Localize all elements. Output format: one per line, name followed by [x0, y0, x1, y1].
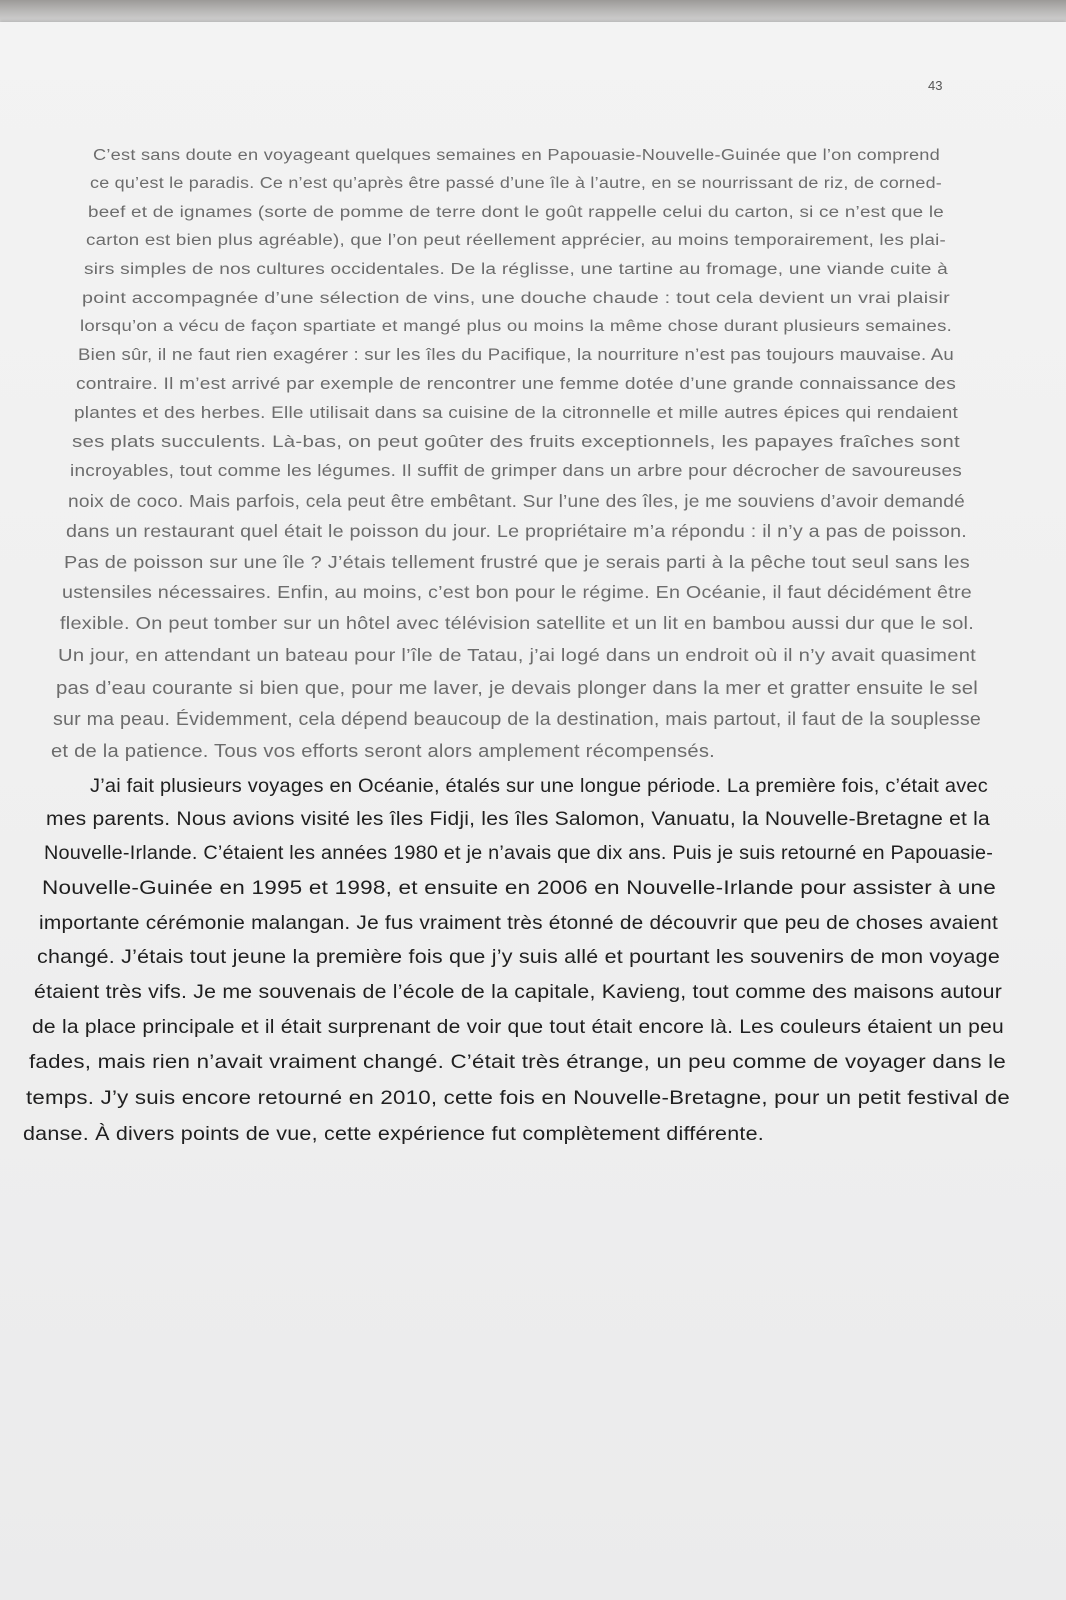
- page-number: 43: [928, 78, 943, 93]
- text-line: de la place principale et il était surprenant de voir que tout était encore là. Les couleurs étaient un peu: [32, 1016, 1004, 1038]
- text-line: mes parents. Nous avions visité les îles Fidji, les îles Salomon, Vanuatu, la Nouvelle-Bretagne et la: [46, 809, 990, 830]
- text-line: Nouvelle-Irlande. C’étaient les années 1980 et je n’avais que dix ans. Puis je suis retourné en Papouasie-: [44, 843, 994, 864]
- text-line: C’est sans doute en voyageant quelques semaines en Papouasie-Nouvelle-Guinée que l’on comprend: [93, 147, 941, 164]
- text-line: ustensiles nécessaires. Enfin, au moins, c’est bon pour le régime. En Océanie, il faut décidément être: [62, 582, 972, 602]
- text-line: flexible. On peut tomber sur un hôtel avec télévision satellite et un lit en bambou aussi dur que le sol.: [60, 613, 974, 633]
- text-line: importante cérémonie malangan. Je fus vraiment très étonné de découvrir que peu de choses avaient: [39, 912, 998, 934]
- text-line: plantes et des herbes. Elle utilisait dans sa cuisine de la citronnelle et mille autres épices qui rendaient: [74, 404, 959, 422]
- text-line: dans un restaurant quel était le poisson du jour. Le propriétaire m’a répondu : il n’y a pas de poisson.: [66, 521, 968, 541]
- text-line: ses plats succulents. Là-bas, on peut goûter des fruits exceptionnels, les papayes fraîches sont: [72, 433, 960, 451]
- text-line: Pas de poisson sur une île ? J’étais tellement frustré que je serais parti à la pêche tout seul sans les: [64, 552, 970, 572]
- text-line: Nouvelle-Guinée en 1995 et 1998, et ensuite en 2006 en Nouvelle-Irlande pour assister à une: [42, 878, 996, 899]
- text-line: fades, mais rien n’avait vraiment changé. C’était très étrange, un peu comme de voyager dans le: [29, 1051, 1006, 1073]
- text-line: point accompagnée d’une sélection de vins, une douche chaude : tout cela devient un vrai plaisir: [82, 290, 950, 307]
- text-line: étaient très vifs. Je me souvenais de l’école de la capitale, Kavieng, tout comme des maisons autour: [34, 981, 1003, 1003]
- text-line: J’ai fait plusieurs voyages en Océanie, étalés sur une longue période. La première fois, c’était avec: [90, 776, 988, 797]
- text-line: sur ma peau. Évidemment, cela dépend beaucoup de la destination, mais partout, il faut de la souplesse: [53, 709, 982, 729]
- text-line: lorsqu’on a vécu de façon spartiate et mangé plus ou moins la même chose durant plusieurs semaines.: [80, 318, 953, 335]
- text-line: beef et de ignames (sorte de pomme de terre dont le goût rappelle celui du carton, si ce n’est que le: [88, 204, 944, 221]
- text-line: Un jour, en attendant un bateau pour l’île de Tatau, j’ai logé dans un endroit où il n’y avait quasiment: [58, 645, 977, 665]
- text-line: ce qu’est le paradis. Ce n’est qu’après être passé d’une île à l’autre, en se nourrissant de riz, de corned-: [90, 175, 942, 192]
- text-line: Bien sûr, il ne faut rien exagérer : sur les îles du Pacifique, la nourriture n’est pas toujours mauvaise. Au: [78, 346, 954, 364]
- text-line: et de la patience. Tous vos efforts seront alors amplement récompensés.: [51, 741, 716, 761]
- text-line: incroyables, tout comme les légumes. Il suffit de grimper dans un arbre pour décrocher de savoureuses: [70, 462, 962, 480]
- text-line: carton est bien plus agréable), que l’on peut réellement apprécier, au moins temporairement, les plai-: [86, 232, 947, 249]
- text-line: sirs simples de nos cultures occidentales. De la réglisse, une tartine au fromage, une viande cuite à: [84, 261, 949, 278]
- text-line: danse. À divers points de vue, cette expérience fut complètement différente.: [23, 1123, 764, 1145]
- text-line: temps. J’y suis encore retourné en 2010, cette fois en Nouvelle-Bretagne, pour un petit festival de: [26, 1087, 1011, 1109]
- text-line: contraire. Il m’est arrivé par exemple de rencontrer une femme dotée d’une grande connaissance des: [76, 375, 957, 393]
- text-line: noix de coco. Mais parfois, cela peut être embêtant. Sur l’une des îles, je me souviens d’avoir demandé: [68, 491, 965, 511]
- text-line: changé. J’étais tout jeune la première fois que j’y suis allé et pourtant les souvenirs de mon voyage: [37, 946, 1001, 968]
- text-line: pas d’eau courante si bien que, pour me laver, je devais plonger dans la mer et gratter ensuite le sel: [56, 678, 979, 698]
